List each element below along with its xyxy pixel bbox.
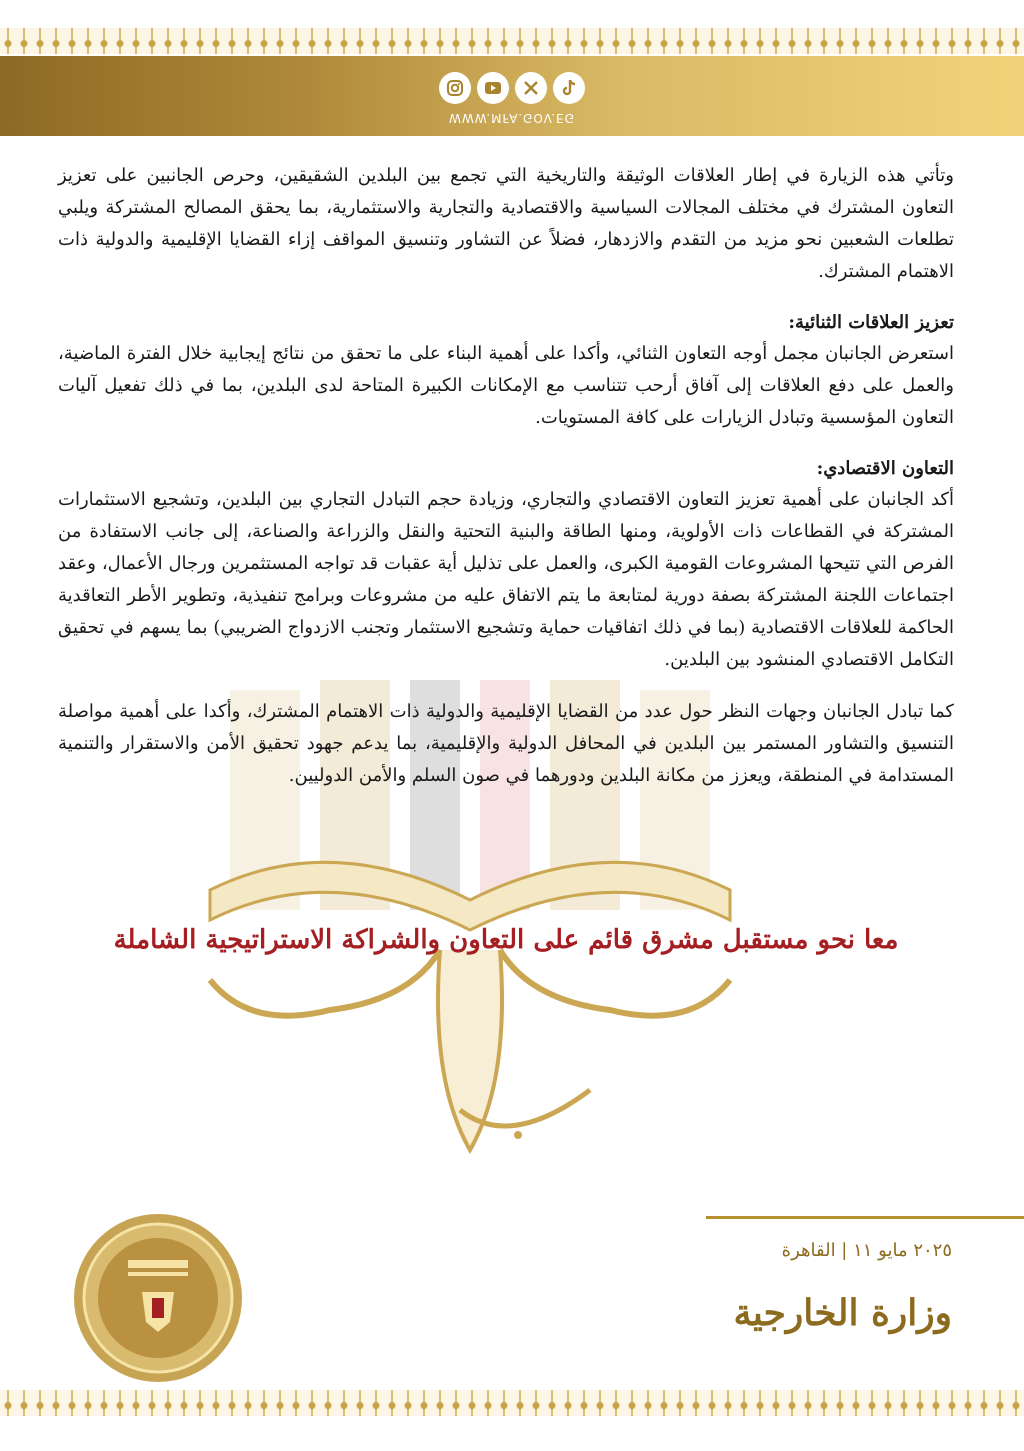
signature-divider [706,1216,1024,1219]
website-url[interactable]: WWW.MFA.GOV.EG [449,111,575,125]
paragraph-intro: وتأتي هذه الزيارة في إطار العلاقات الوثيقة والتاريخية التي تجمع بين البلدين الشقيقين، وحرص الجانبين على تعزيز التعاون المشترك في مختلف المجالات السياسية والاقتصادية والتجارية والاستثمارية، بما يحقق المصالح المشتركة ويلبي تطلعات الشعبين نحو مزيد من التقدم والازدهار، فضلاً عن التشاور وتنسيق المواقف إزاء القضايا الإقليمية والدولية ذات الاهتمام المشترك. [58,165,954,282]
header-banner [0,56,1024,136]
top-decorative-border [0,28,1024,54]
official-seal [72,1212,244,1384]
x-icon[interactable] [515,72,547,104]
paragraph-economic: أكد الجانبان على أهمية تعزيز التعاون الاقتصادي والتجاري، وزيادة حجم التبادل التجاري بين البلدين، وتشجيع الاستثمارات المشتركة في القطاعات ذات الأولوية، ومنها الطاقة والبنية التحتية والنقل والزراعة والصناعة، إلى جانب الاستفادة من الفرص التي تتيحها المشروعات القومية الكبرى، والعمل على تذليل أية عقبات قد تواجه المستثمرين ورجال الأعمال، وعقد اجتماعات اللجنة المشتركة بصفة دورية لمتابعة ما يتم الاتفاق عليه من مشروعات وبرامج تنفيذية، وتطوير الأطر التعاقدية الحاكمة للعلاقات الاقتصادية (بما في ذلك اتفاقيات حماية وتشجيع الاستثمار وتجنب الازدواج الضريبي) بما يسهم في تحقيق التكامل الاقتصادي المنشود بين البلدين. [58,489,954,670]
heading-economic: التعاون الاقتصادي: [816,458,954,479]
social-icons [439,72,585,104]
paragraph-regional: كما تبادل الجانبان وجهات النظر حول عدد من القضايا الإقليمية والدولية ذات الاهتمام المشترك، وأكدا على أهمية مواصلة التنسيق والتشاور المستمر بين البلدين في المحافل الدولية والإقليمية، بما يدعم جهود تحقيق الأمن والاستقرار والتنمية المستدامة في المنطقة، ويعزز من مكانة البلدين ودورهما في صون السلم والأمن الدوليين. [58,701,954,786]
bottom-decorative-border [0,1390,1024,1416]
paragraph-bilateral: استعرض الجانبان مجمل أوجه التعاون الثنائي، وأكدا على أهمية البناء على ما تحقق من نتائج إيجابية خلال الفترة الماضية، والعمل على دفع العلاقات إلى آفاق أرحب تتناسب مع الإمكانات الكبيرة المتاحة لدى البلدين، بما في ذلك تفعيل آليات التعاون المؤسسية وتبادل الزيارات على كافة المستويات. [58,343,954,428]
youtube-icon[interactable] [477,72,509,104]
slogan-text: معا نحو مستقبل مشرق قائم على التعاون والشراكة الاستراتيجية الشاملة [113,925,899,955]
heading-bilateral: تعزيز العلاقات الثنائية: [788,312,954,333]
instagram-icon[interactable] [439,72,471,104]
letter-date: ٢٠٢٥ مايو ١١ | القاهرة [781,1240,952,1261]
letter-body [58,160,954,812]
tiktok-icon[interactable] [553,72,585,104]
signature: وزارة الخارجية [733,1292,952,1334]
